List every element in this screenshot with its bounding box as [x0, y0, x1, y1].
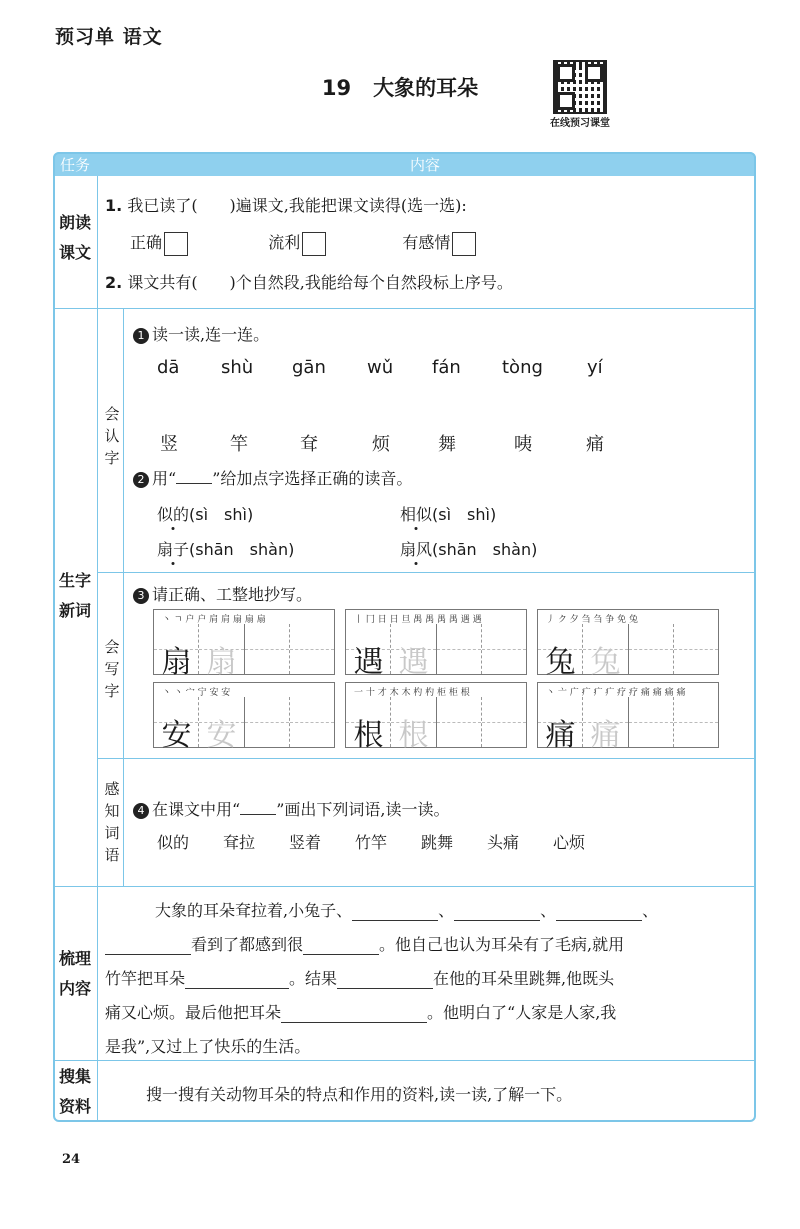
model-char: 遇 — [353, 645, 384, 680]
label-write: 会 写 字 — [104, 638, 120, 700]
trace-char[interactable]: 安 — [206, 718, 237, 753]
writing-box[interactable] — [153, 682, 335, 753]
qr-label: 在线预习课堂 — [550, 118, 610, 129]
blank[interactable] — [105, 936, 191, 955]
lesson-title-text: 大象的耳朵 — [373, 76, 479, 100]
word-item[interactable]: 竹竿 — [355, 833, 388, 852]
lesson-title — [0, 72, 800, 102]
pron-choice-1a[interactable]: 似的(sì shì) — [157, 505, 254, 524]
blank[interactable] — [556, 902, 642, 921]
trace-char[interactable]: 根 — [398, 718, 429, 753]
header-task: 任务 — [60, 156, 91, 174]
hanzi-item[interactable]: 咦 — [514, 434, 532, 455]
writing-box[interactable] — [537, 682, 719, 753]
task2-instruction: 2 用“ ”给加点字选择正确的读音。 — [133, 466, 412, 489]
word-item[interactable]: 竖着 — [289, 833, 322, 852]
writing-box[interactable] — [537, 609, 719, 680]
hanzi-item[interactable]: 痛 — [586, 434, 604, 455]
label-perceive: 感 知 词 语 — [104, 780, 120, 864]
writing-box[interactable] — [345, 682, 527, 753]
summary-line-4: 痛又心烦。最后他把耳朵 。他明白了“人家是人家,我 — [105, 1003, 617, 1022]
blank[interactable] — [281, 1004, 427, 1023]
page-number: 24 — [62, 1152, 81, 1167]
reading-q1: 1. 我已读了( )遍课文,我能把课文读得(选一选): — [105, 196, 467, 215]
hanzi-item[interactable]: 烦 — [372, 434, 390, 455]
pinyin-item[interactable]: shù — [221, 357, 254, 378]
label-summary: 梳理 内容 — [58, 949, 91, 998]
checkbox-expressive[interactable] — [452, 232, 476, 256]
word-item[interactable]: 似的 — [157, 833, 190, 852]
pinyin-item[interactable]: wǔ — [367, 357, 394, 378]
hanzi-item[interactable]: 耷 — [300, 434, 318, 455]
label-recognize: 会 认 字 — [104, 405, 120, 467]
word-item[interactable]: 跳舞 — [421, 833, 454, 852]
word-item[interactable]: 头痛 — [487, 833, 520, 852]
label-collect: 搜集 资料 — [58, 1067, 91, 1116]
header-content: 内容 — [410, 156, 441, 174]
blank[interactable] — [454, 902, 540, 921]
pron-choice-1b[interactable]: 相似(sì shì) — [400, 505, 497, 524]
blank[interactable] — [185, 970, 289, 989]
pinyin-item[interactable]: gān — [292, 357, 326, 378]
stroke-order: 丶 亠 广 疒 疒 疒 疗 疗 痛 痛 痛 痛 — [546, 688, 686, 698]
stroke-order: 丶 丶 宀 宁 安 安 — [162, 688, 231, 698]
model-char: 安 — [161, 718, 192, 753]
stroke-order: 丨 冂 日 日 旦 禺 禺 禺 禺 遇 遇 — [354, 615, 482, 625]
task4-instruction: 4 在课文中用“ ”画出下列词语,读一读。 — [133, 797, 449, 820]
reading-options: 正确 流利 有感情 — [130, 230, 476, 256]
stroke-order: 丿 ク 夕 刍 刍 争 免 兔 — [546, 615, 639, 625]
summary-line-1: 大象的耳朵耷拉着,小兔子、 、 、 、 — [155, 901, 659, 920]
word-item[interactable]: 耷拉 — [223, 833, 256, 852]
summary-line-3: 竹竿把耳朵 。结果 在他的耳朵里跳舞,他既头 — [105, 969, 615, 988]
hanzi-item[interactable]: 竿 — [230, 434, 248, 455]
summary-line-5: 是我”,又过上了快乐的生活。 — [105, 1037, 311, 1056]
label-new-words: 生字 新词 — [58, 571, 91, 620]
blank[interactable] — [337, 970, 433, 989]
checkbox-fluent[interactable] — [302, 232, 326, 256]
reading-q2: 2. 课文共有( )个自然段,我能给每个自然段标上序号。 — [105, 273, 513, 292]
lesson-number: 19 — [321, 76, 352, 100]
pinyin-item[interactable]: fán — [432, 357, 461, 378]
model-char: 扇 — [161, 645, 192, 680]
pinyin-item[interactable]: tòng — [502, 357, 543, 378]
pinyin-item[interactable]: yí — [587, 357, 603, 378]
summary-line-2: 看到了都感到很 。他自己也认为耳朵有了毛病,就用 — [105, 932, 624, 955]
blank[interactable] — [352, 902, 438, 921]
header-label: 预习单 语文 — [55, 26, 163, 48]
word-item[interactable]: 心烦 — [553, 833, 586, 852]
task1-instruction: 1 读一读,连一连。 — [133, 322, 269, 345]
model-char: 痛 — [545, 718, 576, 753]
pron-choice-2a[interactable]: 扇子(shān shàn) — [157, 540, 295, 559]
collect-text: 搜一搜有关动物耳朵的特点和作用的资料,读一读,了解一下。 — [146, 1085, 573, 1104]
trace-char[interactable]: 痛 — [590, 718, 621, 753]
qr-code-icon[interactable] — [553, 60, 607, 114]
pinyin-item[interactable]: dā — [157, 357, 180, 378]
model-char: 兔 — [545, 645, 576, 680]
hanzi-item[interactable]: 舞 — [438, 434, 456, 455]
stroke-order: 丶 ㄱ 户 户 肩 肩 扇 扇 扇 — [162, 615, 266, 625]
checkbox-correct[interactable] — [164, 232, 188, 256]
pron-choice-2b[interactable]: 扇风(shān shàn) — [400, 540, 538, 559]
writing-box[interactable] — [345, 609, 527, 680]
blank[interactable] — [303, 936, 379, 955]
task3-instruction: 3 请正确、工整地抄写。 — [133, 582, 312, 605]
label-reading: 朗读 课文 — [58, 213, 91, 262]
writing-box[interactable] — [153, 609, 335, 680]
stroke-order: 一 十 才 木 木 杓 杓 柜 柜 根 — [354, 688, 470, 698]
trace-char[interactable]: 兔 — [590, 645, 621, 680]
hanzi-item[interactable]: 竖 — [160, 434, 178, 455]
trace-char[interactable]: 扇 — [206, 645, 237, 680]
trace-char[interactable]: 遇 — [398, 645, 429, 680]
model-char: 根 — [353, 718, 384, 753]
